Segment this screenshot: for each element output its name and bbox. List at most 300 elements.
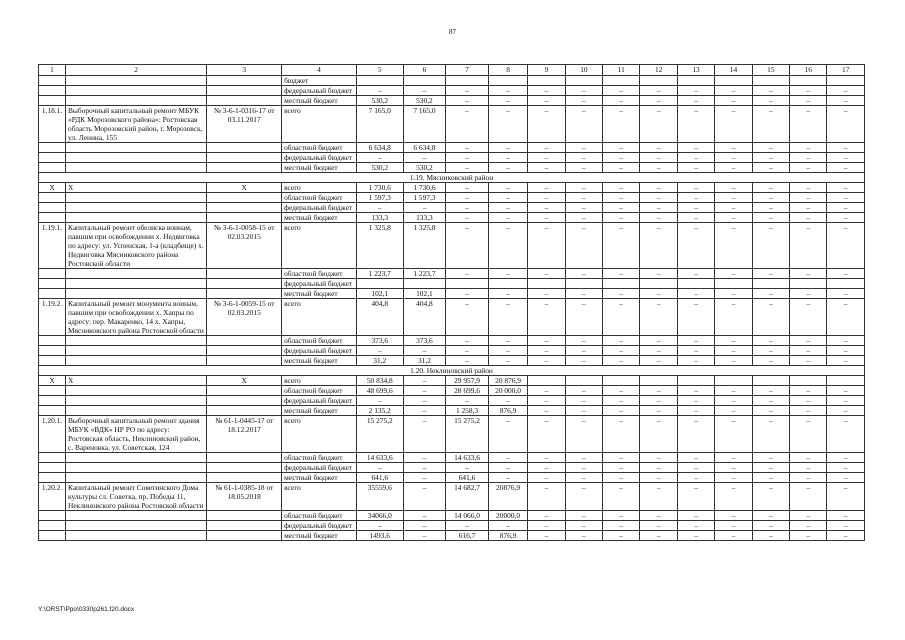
value-cell: 1 223,7 [403,269,446,279]
value-cell: – [488,473,527,483]
value-cell [356,279,403,289]
item-number-cell [39,76,66,86]
value-cell: – [603,453,640,463]
value-cell: – [677,396,714,406]
value-cell [528,279,565,289]
value-cell: – [603,183,640,193]
value-cell: – [790,416,827,453]
value-cell: – [715,406,752,416]
value-cell: – [827,483,865,511]
value-cell: – [488,396,527,406]
value-cell: – [640,203,677,213]
district-section-row [39,366,865,376]
expertise-number-cell [207,163,282,173]
value-cell: – [603,356,640,366]
column-number: 2 [66,65,207,76]
value-cell: – [715,289,752,299]
value-cell: 20 876,9 [488,376,527,386]
budget-source-cell: областной бюджет [282,453,357,463]
expertise-number-cell [207,153,282,163]
value-cell: – [603,193,640,203]
value-cell: – [827,396,865,406]
value-cell: – [488,453,527,463]
value-cell: – [790,223,827,269]
value-cell: – [403,416,446,453]
value-cell: – [446,223,489,269]
budget-source-cell: областной бюджет [282,269,357,279]
value-cell: – [603,86,640,96]
value-cell: 102,1 [356,289,403,299]
value-cell: – [565,153,602,163]
value-cell: – [715,521,752,531]
value-cell: – [403,473,446,483]
table-row [39,473,865,483]
value-cell: – [488,183,527,193]
value-cell: – [715,86,752,96]
item-number-cell [39,531,66,541]
value-cell: – [677,163,714,173]
value-cell: 1 223,7 [356,269,403,279]
value-cell: – [528,416,565,453]
table-row [39,163,865,173]
value-cell: – [403,346,446,356]
value-cell: – [565,193,602,203]
table-row [39,269,865,279]
value-cell: – [488,289,527,299]
value-cell [790,376,827,386]
column-number: 8 [488,65,527,76]
value-cell: – [790,193,827,203]
value-cell: – [715,193,752,203]
item-number-cell [39,473,66,483]
object-name-cell [66,279,207,289]
value-cell: – [715,213,752,223]
value-cell: – [603,406,640,416]
table-row [39,376,865,386]
value-cell: – [752,396,789,406]
value-cell: – [565,223,602,269]
value-cell [603,279,640,289]
value-cell: – [565,453,602,463]
value-cell: – [488,86,527,96]
value-cell [488,76,527,86]
expertise-number-cell [207,76,282,86]
value-cell: – [528,223,565,269]
value-cell: – [603,416,640,453]
value-cell: – [827,86,865,96]
value-cell: – [640,473,677,483]
value-cell: – [446,143,489,153]
value-cell: – [790,473,827,483]
value-cell: 102,1 [403,289,446,299]
value-cell [640,376,677,386]
value-cell: – [677,336,714,346]
value-cell [488,279,527,289]
object-name-cell [66,386,207,396]
value-cell: – [827,213,865,223]
value-cell: – [790,463,827,473]
value-cell [565,76,602,86]
item-number-cell [39,96,66,106]
value-cell: – [752,299,789,336]
value-cell: – [356,86,403,96]
table-row [39,531,865,541]
value-cell: – [827,223,865,269]
value-cell: – [403,376,446,386]
value-cell: – [715,386,752,396]
object-name-cell: X [66,376,207,386]
value-cell: – [752,531,789,541]
value-cell: – [677,483,714,511]
value-cell: – [446,193,489,203]
value-cell [356,76,403,86]
expertise-number-cell [207,463,282,473]
value-cell: – [640,153,677,163]
table-row [39,76,865,86]
value-cell: – [446,299,489,336]
value-cell: – [488,269,527,279]
value-cell: – [715,96,752,106]
object-name-cell [66,396,207,406]
value-cell: – [677,193,714,203]
table-row [39,279,865,289]
budget-source-cell: областной бюджет [282,336,357,346]
value-cell: – [488,223,527,269]
value-cell: – [528,163,565,173]
table-row [39,406,865,416]
object-name-cell: Выборочный капитальный ремонт здания МБУК «ВДК» НР РО по адресу: Ростовская область, Неклиновский район, с. Вареновка, ул. Советская, 124 [66,416,207,453]
value-cell: – [677,463,714,473]
item-number-cell [39,336,66,346]
object-name-cell [66,406,207,416]
item-number-cell: 1.19.2. [39,299,66,336]
value-cell: – [446,213,489,223]
value-cell: 14 633,6 [446,453,489,463]
value-cell: – [677,289,714,299]
value-cell: – [752,346,789,356]
budget-source-cell: федеральный бюджет [282,463,357,473]
value-cell: – [752,269,789,279]
value-cell: 641,6 [356,473,403,483]
value-cell: 7 165,0 [403,106,446,143]
object-name-cell [66,511,207,521]
value-cell: – [446,289,489,299]
value-cell: – [827,511,865,521]
district-section-row [39,173,865,183]
table-row [39,153,865,163]
object-name-cell [66,521,207,531]
value-cell: – [603,336,640,346]
value-cell [565,376,602,386]
item-number-cell [39,386,66,396]
value-cell: – [565,86,602,96]
value-cell: – [565,406,602,416]
value-cell: – [565,289,602,299]
value-cell: – [488,213,527,223]
value-cell: – [528,396,565,406]
value-cell: – [752,416,789,453]
value-cell: – [565,511,602,521]
value-cell: – [603,223,640,269]
expertise-number-cell [207,279,282,289]
value-cell: 31,2 [356,356,403,366]
value-cell: – [827,521,865,531]
item-number-cell [39,213,66,223]
budget-source-cell: местный бюджет [282,96,357,106]
value-cell: – [790,86,827,96]
value-cell: – [403,203,446,213]
column-number: 7 [446,65,489,76]
expertise-number-cell: X [207,183,282,193]
value-cell: – [715,531,752,541]
value-cell: – [488,153,527,163]
district-section-title: 1.19. Мясниковский район [39,173,865,183]
expertise-number-cell [207,143,282,153]
value-cell: – [715,473,752,483]
value-cell: – [827,463,865,473]
column-number: 9 [528,65,565,76]
value-cell: – [603,346,640,356]
value-cell: – [528,531,565,541]
expertise-number-cell [207,346,282,356]
value-cell: 1 258,3 [446,406,489,416]
value-cell: – [565,299,602,336]
value-cell: 404,8 [356,299,403,336]
value-cell: – [528,356,565,366]
value-cell: – [528,269,565,279]
value-cell: – [528,183,565,193]
value-cell: – [488,463,527,473]
value-cell [403,279,446,289]
value-cell: – [565,96,602,106]
value-cell [752,279,789,289]
value-cell: – [603,386,640,396]
value-cell: – [565,269,602,279]
budget-source-cell: областной бюджет [282,386,357,396]
value-cell: – [827,153,865,163]
expertise-number-cell [207,473,282,483]
budget-source-cell: всего [282,376,357,386]
item-number-cell [39,511,66,521]
value-cell: – [528,453,565,463]
value-cell: – [565,356,602,366]
value-cell [403,76,446,86]
budget-source-cell: всего [282,299,357,336]
value-cell: – [446,356,489,366]
value-cell: – [827,299,865,336]
value-cell: 530,2 [356,163,403,173]
value-cell: – [790,396,827,406]
value-cell: 530,2 [403,163,446,173]
value-cell: – [403,511,446,521]
value-cell: – [528,153,565,163]
value-cell: – [488,416,527,453]
object-name-cell [66,203,207,213]
value-cell: – [790,386,827,396]
value-cell: – [446,183,489,193]
value-cell: 1 597,3 [356,193,403,203]
value-cell: – [565,463,602,473]
value-cell: – [752,203,789,213]
value-cell: – [827,336,865,346]
value-cell: – [640,346,677,356]
item-number-cell [39,86,66,96]
item-number-cell [39,406,66,416]
table-row [39,483,865,511]
value-cell: – [528,483,565,511]
table-row [39,299,865,336]
value-cell: – [603,483,640,511]
value-cell: – [640,193,677,203]
value-cell: – [752,143,789,153]
object-name-cell [66,346,207,356]
value-cell [752,76,789,86]
value-cell: – [827,106,865,143]
value-cell: – [640,356,677,366]
budget-source-cell: федеральный бюджет [282,521,357,531]
value-cell: – [827,416,865,453]
value-cell: – [565,483,602,511]
value-cell: 530,2 [403,96,446,106]
value-cell: – [752,223,789,269]
value-cell: – [677,153,714,163]
item-number-cell [39,463,66,473]
value-cell: – [565,213,602,223]
expertise-number-cell [207,269,282,279]
item-number-cell: 1.20.2. [39,483,66,511]
value-cell [528,76,565,86]
value-cell: – [790,289,827,299]
value-cell: – [446,521,489,531]
value-cell: – [640,213,677,223]
value-cell: – [488,356,527,366]
value-cell: – [640,406,677,416]
value-cell: – [603,521,640,531]
item-number-cell [39,356,66,366]
value-cell: – [446,106,489,143]
value-cell: – [528,406,565,416]
value-cell: – [528,143,565,153]
expertise-number-cell [207,86,282,96]
value-cell: – [446,153,489,163]
value-cell: – [488,299,527,336]
table-row [39,463,865,473]
value-cell: – [603,106,640,143]
object-name-cell [66,76,207,86]
table-row [39,203,865,213]
value-cell: – [603,153,640,163]
item-number-cell [39,143,66,153]
value-cell: – [403,463,446,473]
value-cell: 15 275,2 [356,416,403,453]
value-cell: – [640,531,677,541]
value-cell: – [752,406,789,416]
value-cell: – [790,406,827,416]
budget-source-cell: областной бюджет [282,143,357,153]
value-cell: – [752,511,789,521]
value-cell: 1 325,8 [403,223,446,269]
value-cell: – [790,346,827,356]
column-number: 14 [715,65,752,76]
budget-source-cell: федеральный бюджет [282,346,357,356]
value-cell: – [677,96,714,106]
value-cell: – [640,463,677,473]
table-row [39,183,865,193]
value-cell: – [603,96,640,106]
value-cell: 1 597,3 [403,193,446,203]
value-cell: – [565,203,602,213]
value-cell: 876,9 [488,406,527,416]
item-number-cell [39,163,66,173]
value-cell: – [528,521,565,531]
value-cell: – [827,96,865,106]
value-cell: – [356,396,403,406]
item-number-cell [39,346,66,356]
value-cell: – [446,163,489,173]
object-name-cell: Капитальный ремонт монумента воинам, павшим при освобождении х. Хапры по адресу: пер. Макаренко, 14 х. Хапры, Мясниковского района Ростовской области [66,299,207,336]
value-cell: – [603,203,640,213]
value-cell: – [752,289,789,299]
value-cell: 1 730,6 [356,183,403,193]
budget-source-cell: федеральный бюджет [282,153,357,163]
value-cell: – [446,269,489,279]
value-cell: – [565,163,602,173]
value-cell: – [356,463,403,473]
value-cell: 6 634,8 [356,143,403,153]
value-cell [715,279,752,289]
value-cell: – [403,521,446,531]
value-cell: – [446,346,489,356]
value-cell: – [403,406,446,416]
budget-source-cell: местный бюджет [282,531,357,541]
budget-source-cell: федеральный бюджет [282,396,357,406]
item-number-cell [39,396,66,406]
value-cell: – [790,183,827,193]
value-cell: – [488,336,527,346]
value-cell: – [403,153,446,163]
expertise-number-cell [207,213,282,223]
column-number-header [39,65,865,76]
value-cell: – [790,299,827,336]
expertise-number-cell [207,406,282,416]
value-cell: – [827,386,865,396]
footer-file-path: Y:\ORST\Ppo\0330p261.f20.docx [38,606,135,613]
value-cell: – [446,86,489,96]
expertise-number-cell [207,356,282,366]
budget-source-cell: местный бюджет [282,213,357,223]
value-cell: – [565,386,602,396]
budget-source-cell: всего [282,483,357,511]
item-number-cell [39,153,66,163]
table-row [39,453,865,463]
table-row [39,86,865,96]
value-cell: – [827,143,865,153]
expertise-number-cell: № 61-1-0385-18 от 18.05.2018 [207,483,282,511]
value-cell: – [640,106,677,143]
value-cell: – [565,106,602,143]
value-cell: – [603,473,640,483]
object-name-cell [66,213,207,223]
value-cell: – [715,143,752,153]
budget-source-cell: всего [282,223,357,269]
table-row [39,106,865,143]
object-name-cell: X [66,183,207,193]
value-cell: – [488,96,527,106]
value-cell: – [528,213,565,223]
value-cell [446,279,489,289]
value-cell: – [677,531,714,541]
value-cell [677,279,714,289]
